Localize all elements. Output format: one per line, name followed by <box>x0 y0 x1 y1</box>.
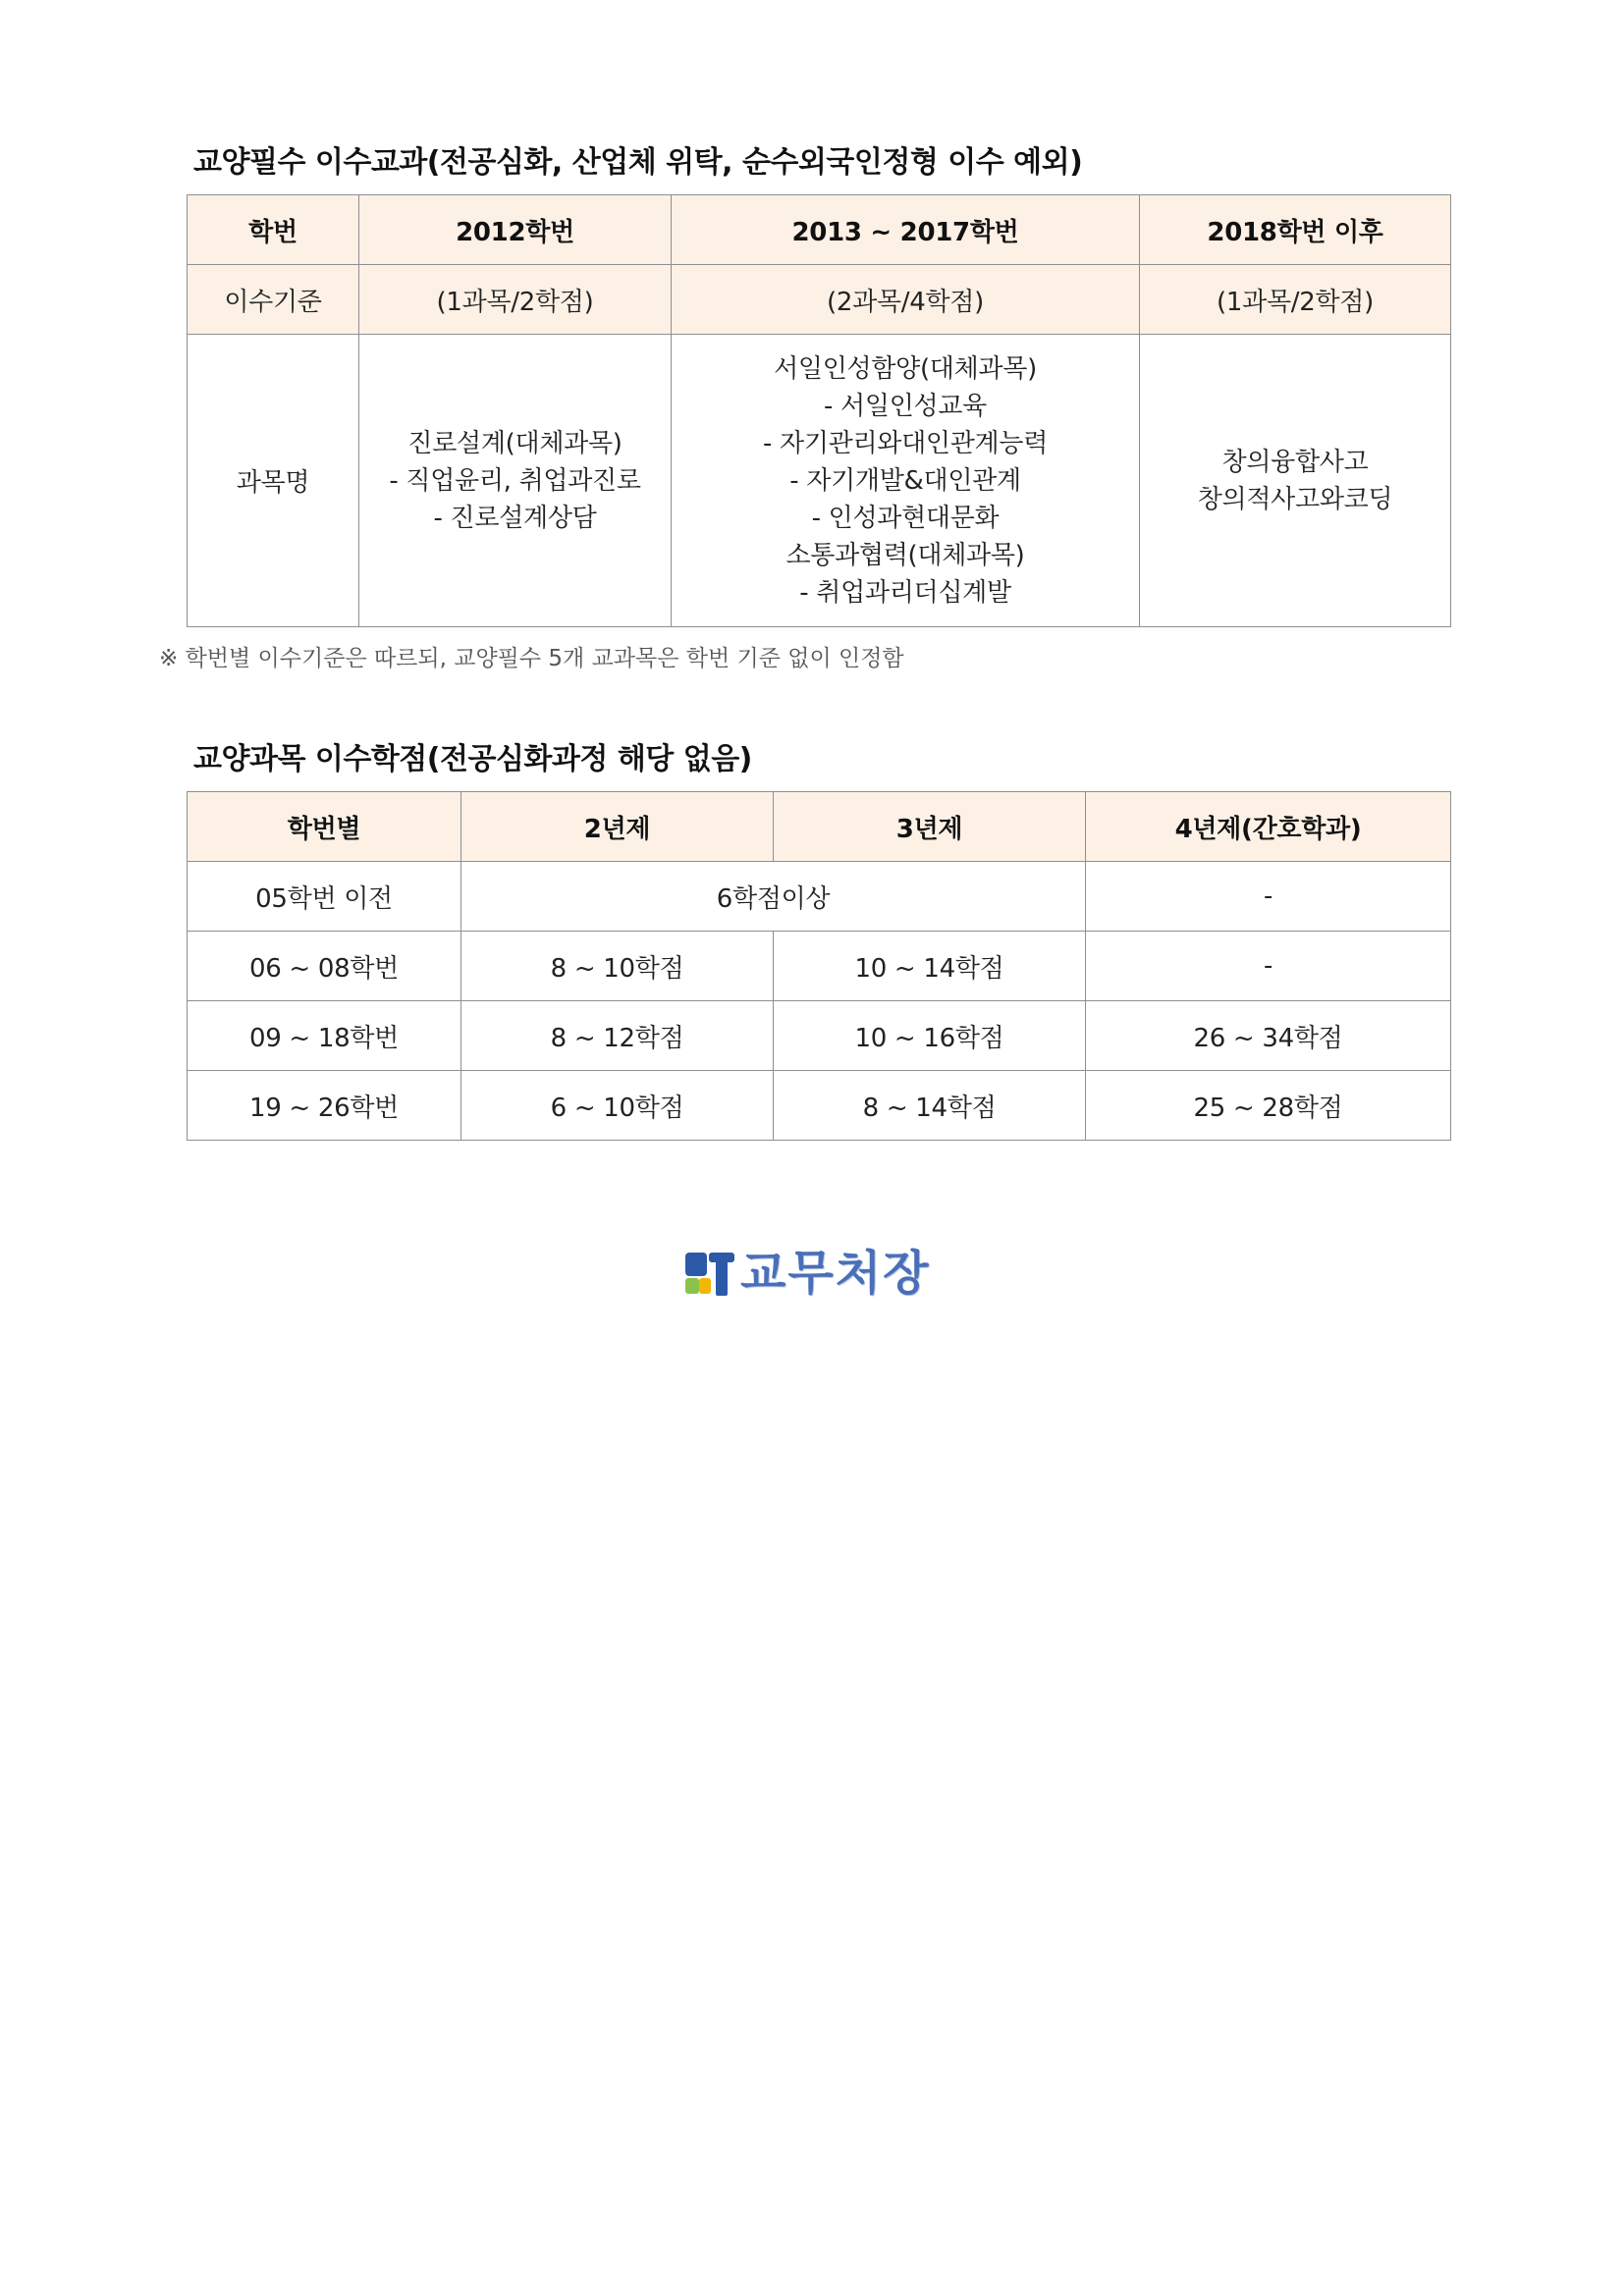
seoil-logo-icon <box>683 1245 738 1302</box>
required-courses-table <box>187 194 1451 627</box>
header-cell: 2012학번 <box>359 195 672 265</box>
criteria-2018: (1과목/2학점) <box>1140 265 1451 335</box>
header-cell: 2년제 <box>461 792 774 862</box>
table-row <box>188 1071 1451 1141</box>
credit-table <box>187 791 1451 1141</box>
course-line: - 취업과리더십계발 <box>799 577 1011 608</box>
table-row <box>188 932 1451 1001</box>
nursing-credit-cell: 25 ~ 28학점 <box>1086 1071 1451 1141</box>
table-row <box>188 1001 1451 1071</box>
office-logo <box>683 1245 941 1302</box>
courses-2013-2017 <box>672 335 1140 627</box>
course-line: - 자기개발&대인관계 <box>789 465 1021 496</box>
criteria-label: 이수기준 <box>188 265 359 335</box>
criteria-2012: (1과목/2학점) <box>359 265 672 335</box>
header-cell: 학번별 <box>188 792 461 862</box>
courses-label: 과목명 <box>188 335 359 627</box>
course-line: 진로설계(대체과목) <box>407 428 623 458</box>
course-line: 창의융합사고 <box>1221 447 1369 477</box>
section2-title: 교양과목 이수학점(전공심화과정 해당 없음) <box>193 742 752 776</box>
criteria-row <box>188 265 1451 335</box>
two-year-credit-cell: 8 ~ 10학점 <box>461 932 774 1001</box>
table-header-row <box>188 195 1451 265</box>
row-label: 05학번 이전 <box>188 862 461 932</box>
logo-text: 교무처장 <box>740 1246 931 1301</box>
header-cell: 학번 <box>188 195 359 265</box>
courses-2012 <box>359 335 672 627</box>
header-cell: 3년제 <box>774 792 1086 862</box>
table-header-row <box>188 792 1451 862</box>
criteria-2013-2017: (2과목/4학점) <box>672 265 1140 335</box>
course-line: 소통과협력(대체과목) <box>785 540 1025 570</box>
two-year-credit-cell: 8 ~ 12학점 <box>461 1001 774 1071</box>
row-label: 06 ~ 08학번 <box>188 932 461 1001</box>
three-year-credit-cell: 10 ~ 16학점 <box>774 1001 1086 1071</box>
three-year-credit-cell: 10 ~ 14학점 <box>774 932 1086 1001</box>
courses-2018 <box>1140 335 1451 627</box>
nursing-credit-cell: - <box>1086 932 1451 1001</box>
course-line: - 직업윤리, 취업과진로 <box>389 465 641 496</box>
table-row <box>188 862 1451 932</box>
course-line: 서일인성함양(대체과목) <box>774 353 1037 384</box>
course-line: - 서일인성교육 <box>824 391 987 421</box>
course-line: - 인성과현대문화 <box>811 503 1000 533</box>
header-cell: 2018학번 이후 <box>1140 195 1451 265</box>
row-label: 09 ~ 18학번 <box>188 1001 461 1071</box>
row-label: 19 ~ 26학번 <box>188 1071 461 1141</box>
two-year-credit-cell: 6 ~ 10학점 <box>461 1071 774 1141</box>
section1-title: 교양필수 이수교과(전공심화, 산업체 위탁, 순수외국인정형 이수 예외) <box>193 145 1083 180</box>
footnote: ※ 학번별 이수기준은 따르되, 교양필수 5개 교과목은 학번 기준 없이 인정함 <box>159 646 904 671</box>
three-year-credit-cell: 8 ~ 14학점 <box>774 1071 1086 1141</box>
nursing-credit-cell: 26 ~ 34학점 <box>1086 1001 1451 1071</box>
header-cell: 4년제(간호학과) <box>1086 792 1451 862</box>
course-line: - 진로설계상담 <box>433 503 597 533</box>
courses-row <box>188 335 1451 627</box>
header-cell: 2013 ~ 2017학번 <box>672 195 1140 265</box>
nursing-credit-cell: - <box>1086 862 1451 932</box>
course-line: 창의적사고와코딩 <box>1197 484 1393 514</box>
merged-credit-cell: 6학점이상 <box>461 862 1086 932</box>
course-line: - 자기관리와대인관계능력 <box>762 428 1049 458</box>
